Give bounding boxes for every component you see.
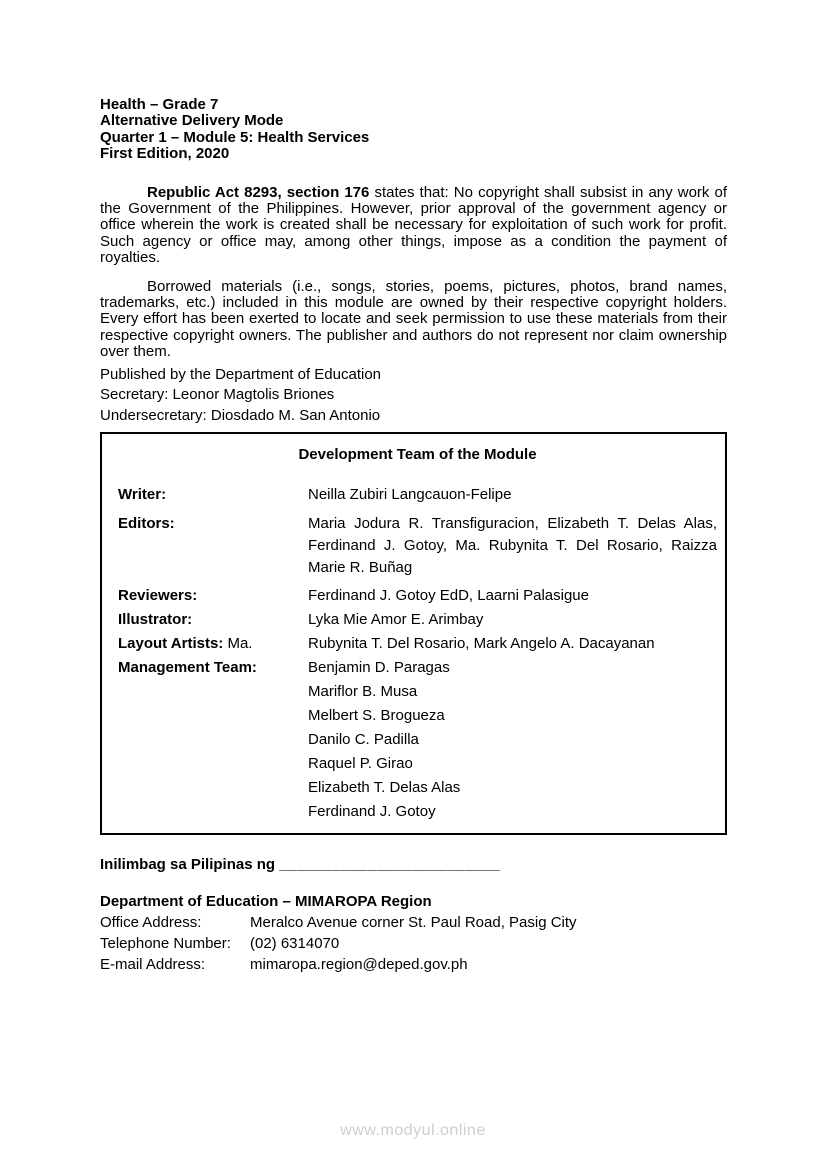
copyright-act-text: states that: No copyright shall subsist in any work of the Government of the Philippines. However, prior approval of the government agency or office wherein the work is created shall be necessary for exploitation of such work for profit. Such agency or office may, among other things, impose as a condition the payment of royalties. <box>100 183 727 267</box>
printed-by-label: Inilimbag sa Pilipinas ng <box>100 855 280 873</box>
layout-artists-label-suffix: Ma. <box>223 634 253 652</box>
document-page-content <box>100 97 727 975</box>
office-address-label: Office Address: <box>100 913 202 931</box>
telephone-value: (02) 6314070 <box>250 934 340 952</box>
printer-blank-line: _________________________ <box>279 855 501 873</box>
team-row-layout-artists <box>118 633 717 655</box>
team-row-management-member <box>118 729 717 751</box>
team-row-management-member <box>118 801 717 823</box>
telephone-row <box>100 933 727 954</box>
management-team-member: Ferdinand J. Gotoy <box>308 802 436 820</box>
module-header <box>100 97 727 163</box>
team-row-reviewers <box>118 585 717 607</box>
copyright-act-bold-lead: Republic Act 8293, section 176 <box>147 183 370 201</box>
reviewers-value: Ferdinand J. Gotoy EdD, Laarni Palasigue <box>308 586 589 604</box>
undersecretary-line: Undersecretary: Diosdado M. San Antonio <box>100 407 381 425</box>
copyright-act-paragraph <box>100 185 727 267</box>
region-office-block <box>100 891 727 975</box>
team-row-writer <box>118 484 717 506</box>
module-quarter-line: Quarter 1 – Module 5: Health Services <box>100 128 370 146</box>
office-address-value: Meralco Avenue corner St. Paul Road, Pasig City <box>250 913 577 931</box>
email-label: E-mail Address: <box>100 955 206 973</box>
email-row <box>100 954 727 975</box>
publisher-block <box>100 365 727 427</box>
team-row-management-member <box>118 681 717 703</box>
reviewers-label: Reviewers: <box>118 586 198 604</box>
team-row-management-team <box>118 657 717 679</box>
editors-value: Maria Jodura R. Transfiguracion, Elizabeth T. Delas Alas, Ferdinand J. Gotoy, Ma. Rubynita T. Del Rosario, Raizza Marie R. Buñag <box>308 514 717 576</box>
development-team-box <box>100 432 727 835</box>
team-row-illustrator <box>118 609 717 631</box>
writer-label: Writer: <box>118 485 167 503</box>
management-team-member: Raquel P. Girao <box>308 754 413 772</box>
layout-artists-label: Layout Artists: <box>118 634 224 652</box>
management-team-member: Elizabeth T. Delas Alas <box>308 778 461 796</box>
office-address-row <box>100 912 727 933</box>
management-team-member: Benjamin D. Paragas <box>308 658 450 676</box>
management-team-member: Mariflor B. Musa <box>308 682 418 700</box>
module-title-line: Health – Grade 7 <box>100 96 219 113</box>
telephone-label: Telephone Number: <box>100 934 231 952</box>
development-team-title: Development Team of the Module <box>298 445 537 463</box>
module-edition-line: First Edition, 2020 <box>100 145 230 163</box>
borrowed-materials-paragraph: Borrowed materials (i.e., songs, stories, poems, pictures, photos, brand names, trademarks, etc.) included in this module are owned by their respective copyright holders. Every effort has been exerted to locate and seek permission to use these materials from their respective copyright owners. The publisher and authors do not represent nor claim ownership over them. <box>100 277 727 361</box>
team-row-management-member <box>118 777 717 799</box>
management-team-member: Danilo C. Padilla <box>308 730 419 748</box>
illustrator-label: Illustrator: <box>118 610 193 628</box>
illustrator-value: Lyka Mie Amor E. Arimbay <box>308 610 484 628</box>
site-watermark: www.modyul.online <box>340 1122 486 1139</box>
layout-artists-value: Rubynita T. Del Rosario, Mark Angelo A. Dacayanan <box>308 634 655 652</box>
writer-value: Neilla Zubiri Langcauon-Felipe <box>308 485 512 503</box>
secretary-line: Secretary: Leonor Magtolis Briones <box>100 386 335 404</box>
team-row-management-member <box>118 753 717 775</box>
email-value: mimaropa.region@deped.gov.ph <box>250 955 468 973</box>
management-team-label: Management Team: <box>118 658 257 676</box>
region-office-name: Department of Education – MIMAROPA Region <box>100 892 432 910</box>
module-mode-line: Alternative Delivery Mode <box>100 112 284 130</box>
team-row-management-member <box>118 705 717 727</box>
printed-in-philippines-line <box>100 854 727 876</box>
management-team-member: Melbert S. Brogueza <box>308 706 445 724</box>
editors-label: Editors: <box>118 514 175 532</box>
published-by-line: Published by the Department of Education <box>100 365 382 383</box>
team-row-editors <box>118 513 717 579</box>
